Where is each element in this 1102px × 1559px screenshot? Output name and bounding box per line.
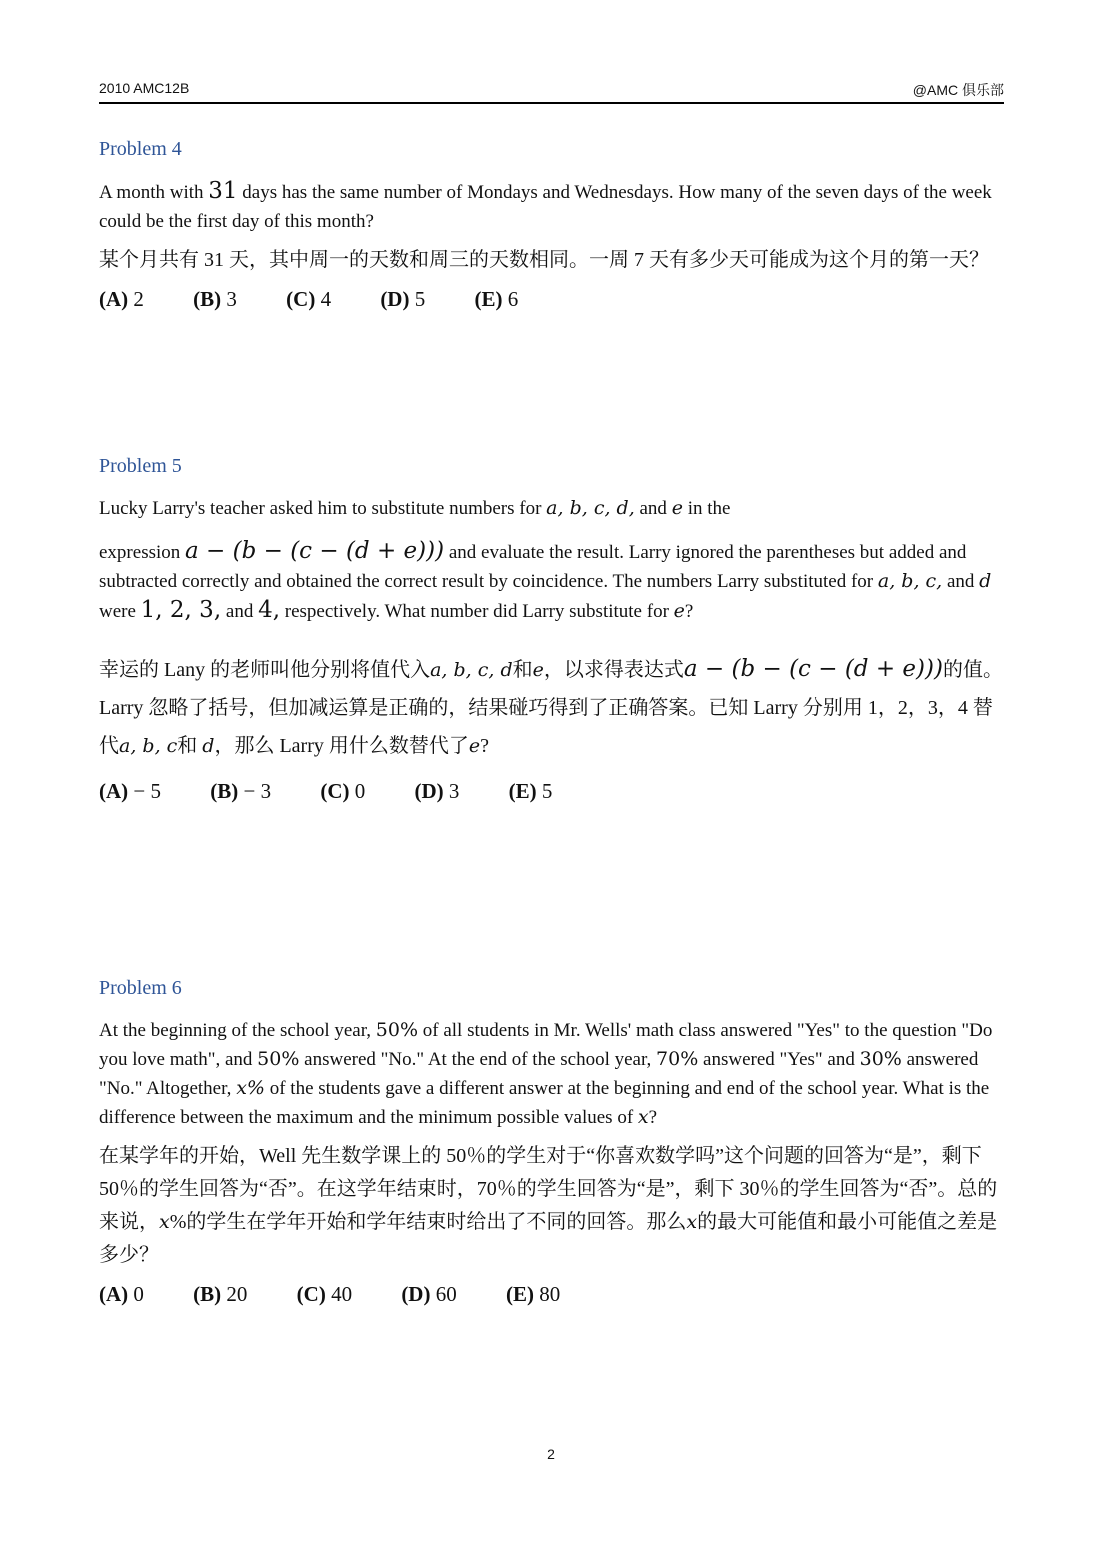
problem-text-chinese [99, 1140, 1004, 1272]
text-line [99, 494, 1004, 523]
math-variables: a, b, c [119, 735, 178, 757]
problem-5 [99, 454, 1004, 804]
choice-label: (C) [320, 779, 350, 803]
choice-label: (B) [193, 287, 222, 311]
choice-label: (E) [508, 779, 537, 803]
text-block [99, 537, 1004, 626]
math-numbers: 1, 2, 3, [140, 597, 222, 623]
math-percent: 30% [859, 1048, 902, 1070]
choice-label: (E) [505, 1282, 534, 1306]
problem-title: Problem 4 [99, 138, 182, 160]
choice-d [401, 1282, 456, 1307]
choice-d [415, 779, 460, 804]
math-variable: d [202, 735, 215, 757]
text-span: ? [648, 1107, 658, 1128]
math-number: 31 [208, 178, 238, 204]
math-variable: x [686, 1211, 698, 1233]
problem-text-english [99, 177, 1004, 236]
choice-value: − 3 [243, 779, 272, 803]
text-span: ? [684, 601, 694, 622]
text-span: answered "No." Altogether, [99, 1049, 979, 1099]
problem-6 [99, 976, 1004, 1307]
text-span: of all students in Mr. Wells' math class answered "Yes" to the question "Do you love math", and [99, 1020, 993, 1070]
choice-value: 2 [133, 287, 144, 311]
text-span: of the students gave a different answer at the beginning and end of the school year. What is the difference between the maximum and the minimum possible values of [99, 1078, 990, 1128]
text-span: 和 [177, 735, 203, 757]
choice-e [474, 287, 518, 312]
choice-value: 5 [541, 779, 553, 803]
choice-b [193, 287, 237, 312]
choice-label: (C) [296, 1282, 326, 1306]
choice-e [509, 779, 553, 804]
choice-value: 3 [448, 779, 460, 803]
choice-e [506, 1282, 560, 1307]
answer-choices [99, 779, 1004, 804]
choice-value: − 5 [133, 779, 161, 803]
choice-value: 0 [354, 779, 366, 803]
choice-b [210, 779, 271, 804]
math-variable: d [979, 570, 992, 592]
choice-a [99, 779, 161, 804]
choice-value: 0 [133, 1282, 144, 1306]
math-expression: a − (b − (c − (d + e))) [683, 656, 943, 682]
choice-label: (D) [414, 779, 444, 803]
problem-text-english [99, 494, 1004, 626]
text-span: ，以求得表达式 [543, 659, 684, 681]
answer-choices [99, 287, 1004, 312]
choice-a [99, 287, 144, 312]
problem-text-chinese [99, 650, 1004, 765]
choice-label: (B) [210, 779, 239, 803]
choice-c [320, 779, 365, 804]
problem-4 [99, 137, 1004, 312]
problem-title: Problem 5 [99, 455, 182, 477]
math-variable: e [673, 600, 685, 622]
math-percent: 50% [375, 1019, 419, 1041]
text-span: answered "Yes" and [698, 1049, 860, 1070]
math-variables: a, b, c, d [430, 659, 513, 681]
choice-b [193, 1282, 247, 1307]
choice-label: (D) [401, 1282, 431, 1306]
text-span: ? [480, 735, 490, 757]
math-number: 4, [258, 597, 281, 623]
text-span: answered "No." At the end of the school year, [299, 1049, 657, 1070]
math-variable: e [671, 497, 683, 519]
answer-choices [99, 1282, 1004, 1307]
problem-text-chinese: 某个月共有 31 天，其中周一的天数和周三的天数相同。一周 7 天有多少天可能成为这个月的第一天？ [99, 249, 989, 271]
page-header [99, 78, 1004, 104]
choice-c [297, 1282, 352, 1307]
text-span: and [634, 498, 672, 519]
math-variable: x [159, 1211, 170, 1233]
text-span: 的最大可能值和最小可能值之差是多少？ [99, 1211, 998, 1266]
choice-value: 60 [435, 1282, 457, 1306]
problem-title: Problem 6 [99, 977, 182, 999]
math-expression: a − (b − (c − (d + e))) [185, 538, 445, 564]
header-exam-title: 2010 AMC12B [99, 80, 190, 96]
math-variables: a, b, c, d, [546, 497, 635, 519]
text-span: %的学生在学年开始和学年结束时给出了不同的回答。那么 [169, 1211, 687, 1233]
math-percent: 50% [257, 1048, 300, 1070]
choice-label: (A) [99, 1282, 129, 1306]
math-variable: e [532, 659, 544, 681]
text-span: and [221, 601, 259, 622]
choice-d [380, 287, 425, 312]
text-span: 和 [512, 659, 533, 681]
choice-label: (A) [99, 779, 129, 803]
choice-label: (B) [193, 1282, 222, 1306]
choice-label: (D) [380, 287, 410, 311]
choice-label: (A) [99, 287, 129, 311]
math-variables: a, b, c, [877, 570, 943, 592]
text-span: At the beginning of the school year, [99, 1020, 376, 1041]
text-span: expression [99, 542, 186, 563]
text-span: days has the same number of Mondays and Wednesdays. How many of the seven days of the week could be the first day of this month? [99, 182, 992, 232]
problem-text-english [99, 1016, 1004, 1132]
text-span: ，那么 Larry 用什么数替代了 [214, 735, 469, 757]
text-span: 幸运的 Lany 的老师叫他分别将值代入 [99, 659, 431, 681]
text-span: A month with [99, 182, 209, 203]
text-span: and [942, 571, 980, 592]
text-span: respectively. What number did Larry substitute for [280, 601, 674, 622]
choice-value: 20 [226, 1282, 248, 1306]
choice-value: 4 [320, 287, 332, 311]
text-span: in the [682, 498, 731, 519]
page-number: 2 [547, 1446, 555, 1462]
math-percent: 70% [656, 1048, 699, 1070]
math-variable: e [468, 735, 481, 757]
math-variable-percent: x% [236, 1077, 265, 1099]
choice-a [99, 1282, 144, 1307]
text-span: were [99, 601, 141, 622]
choice-value: 5 [414, 287, 426, 311]
choice-value: 80 [539, 1282, 561, 1306]
text-span: 在某学年的开始，Well 先生数学课上的 50％的学生对于“你喜欢数学吗”这个问题的回答为“是”，剩下 50％的学生回答为“否”。在这学年结束时，70％的学生回答为“是”，剩下 30％的学生回答为“否”。总的来说， [99, 1145, 998, 1233]
choice-c [286, 287, 331, 312]
choice-value: 3 [226, 287, 237, 311]
choice-label: (E) [474, 287, 503, 311]
choice-value: 6 [507, 287, 519, 311]
header-club-name: @AMC 俱乐部 [912, 82, 1004, 98]
choice-value: 40 [331, 1282, 353, 1306]
text-span: Lucky Larry's teacher asked him to substitute numbers for [99, 498, 547, 519]
choice-label: (C) [286, 287, 316, 311]
math-variable: x [637, 1106, 649, 1128]
text-span: 的值。Larry 忽略了括号，但加减运算是正确的，结果碰巧得到了正确答案。已知 Larry 分别用 1，2，3，4 替代 [99, 659, 1003, 757]
text-span: and evaluate the result. Larry ignored the parentheses but added and subtracted correctly and obtained the correct result by coincidence. The numbers Larry substituted for [99, 542, 967, 592]
